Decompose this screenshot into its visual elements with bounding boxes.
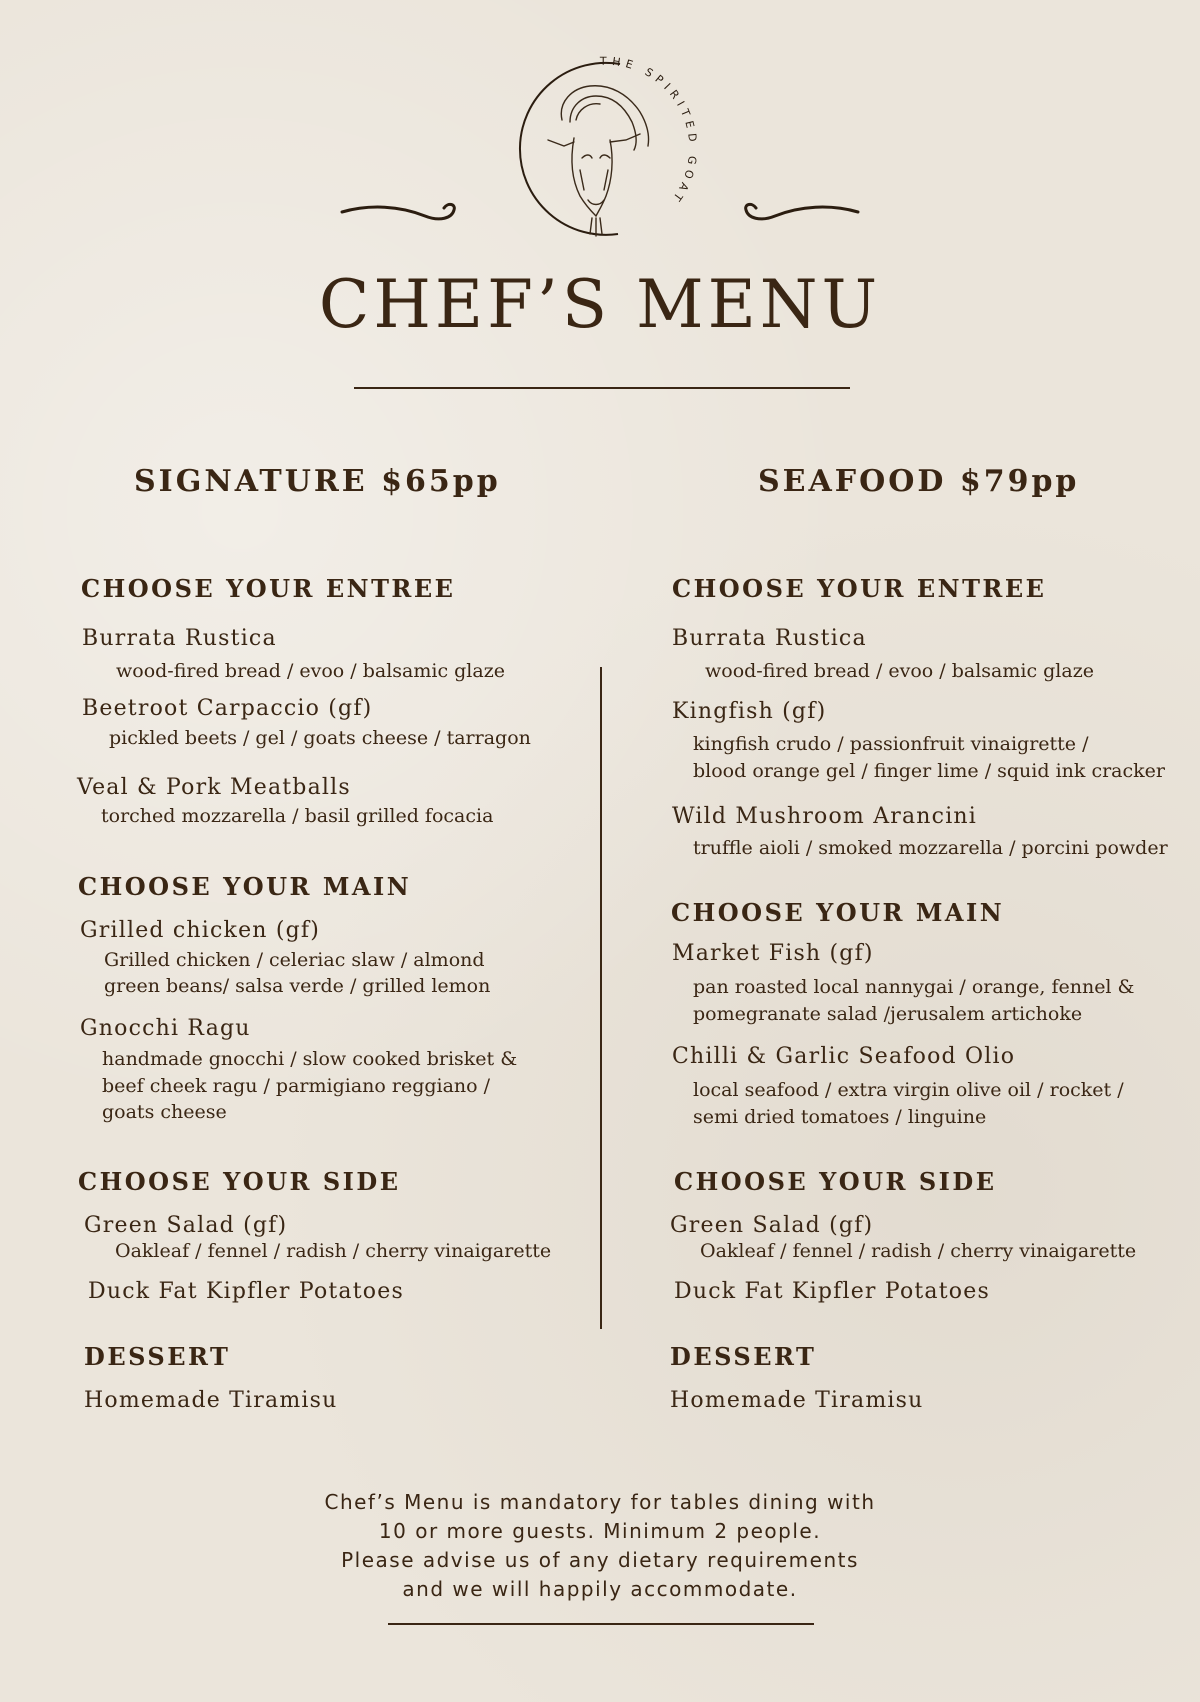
title-divider	[354, 387, 850, 389]
seafood-heading: SEAFOOD $79pp	[758, 464, 1080, 499]
signature-side-name: Green Salad (gf)	[84, 1213, 288, 1238]
signature-entree-name: Beetroot Carpaccio (gf)	[82, 696, 373, 721]
page-title: CHEF’S MENU	[318, 266, 882, 343]
seafood-entree-heading: CHOOSE YOUR ENTREE	[672, 574, 1047, 603]
signature-main-heading: CHOOSE YOUR MAIN	[78, 872, 412, 901]
column-divider	[600, 667, 602, 1329]
seafood-entree-name: Wild Mushroom Arancini	[672, 804, 978, 829]
signature-main-desc: handmade gnocchi / slow cooked brisket &	[102, 1048, 518, 1070]
seafood-main-heading: CHOOSE YOUR MAIN	[671, 898, 1005, 927]
signature-main-desc: goats cheese	[102, 1101, 227, 1123]
seafood-entree-desc: kingfish crudo / passionfruit vinaigrette /	[693, 733, 1089, 755]
seafood-main-desc: semi dried tomatoes / linguine	[693, 1106, 987, 1128]
seafood-entree-name: Kingfish (gf)	[672, 699, 827, 724]
logo-text: THE SPIRITED GOAT	[599, 54, 700, 208]
seafood-entree-desc: truffle aioli / smoked mozzarella / porcini powder	[693, 837, 1168, 859]
signature-entree-desc: wood-fired bread / evoo / balsamic glaze	[116, 660, 505, 682]
footer-line: Chef’s Menu is mandatory for tables dining with	[324, 1490, 876, 1514]
seafood-main-desc: pomegranate salad /jerusalem artichoke	[693, 1003, 1083, 1025]
footer-divider	[388, 1623, 814, 1625]
footer-line: Please advise us of any dietary requirements	[341, 1548, 859, 1572]
signature-entree-desc: pickled beets / gel / goats cheese / tarragon	[109, 727, 531, 749]
footer-line: and we will happily accommodate.	[402, 1577, 798, 1601]
svg-text:THE SPIRITED GOAT	[599, 55, 700, 208]
seafood-dessert-heading: DESSERT	[670, 1342, 817, 1371]
signature-side-heading: CHOOSE YOUR SIDE	[78, 1167, 401, 1196]
signature-entree-name: Burrata Rustica	[82, 626, 277, 651]
seafood-entree-desc: blood orange gel / finger lime / squid ink cracker	[693, 760, 1165, 782]
signature-main-desc: beef cheek ragu / parmigiano reggiano /	[102, 1075, 491, 1097]
seafood-main-name: Market Fish (gf)	[672, 941, 874, 966]
seafood-side-name: Green Salad (gf)	[670, 1213, 874, 1238]
signature-main-name: Gnocchi Ragu	[80, 1016, 251, 1041]
signature-heading: SIGNATURE $65pp	[134, 464, 501, 499]
signature-side-name: Duck Fat Kipfler Potatoes	[88, 1279, 404, 1304]
ornament-right	[740, 198, 860, 228]
seafood-main-desc: local seafood / extra virgin olive oil / rocket /	[693, 1079, 1124, 1101]
seafood-dessert-name: Homemade Tiramisu	[670, 1388, 924, 1413]
seafood-entree-name: Burrata Rustica	[672, 626, 867, 651]
signature-dessert-heading: DESSERT	[84, 1342, 231, 1371]
signature-entree-heading: CHOOSE YOUR ENTREE	[81, 574, 456, 603]
signature-main-desc: Grilled chicken / celeriac slaw / almond	[104, 949, 485, 971]
signature-main-name: Grilled chicken (gf)	[80, 918, 321, 943]
seafood-side-desc: Oakleaf / fennel / radish / cherry vinaigarette	[700, 1240, 1137, 1262]
seafood-main-desc: pan roasted local nannygai / orange, fennel &	[693, 976, 1135, 998]
goat-logo	[500, 50, 700, 250]
seafood-main-name: Chilli & Garlic Seafood Olio	[672, 1044, 1016, 1069]
seafood-side-heading: CHOOSE YOUR SIDE	[674, 1167, 997, 1196]
ornament-left	[340, 198, 460, 228]
signature-dessert-name: Homemade Tiramisu	[84, 1388, 338, 1413]
signature-side-desc: Oakleaf / fennel / radish / cherry vinaigarette	[115, 1240, 552, 1262]
footer-line: 10 or more guests. Minimum 2 people.	[378, 1519, 822, 1543]
seafood-entree-desc: wood-fired bread / evoo / balsamic glaze	[705, 660, 1094, 682]
seafood-side-name: Duck Fat Kipfler Potatoes	[674, 1279, 990, 1304]
signature-entree-name: Veal & Pork Meatballs	[77, 775, 351, 800]
footer-note	[0, 1488, 1200, 1604]
signature-entree-desc: torched mozzarella / basil grilled focacia	[101, 805, 494, 827]
signature-main-desc: green beans/ salsa verde / grilled lemon	[104, 975, 491, 997]
